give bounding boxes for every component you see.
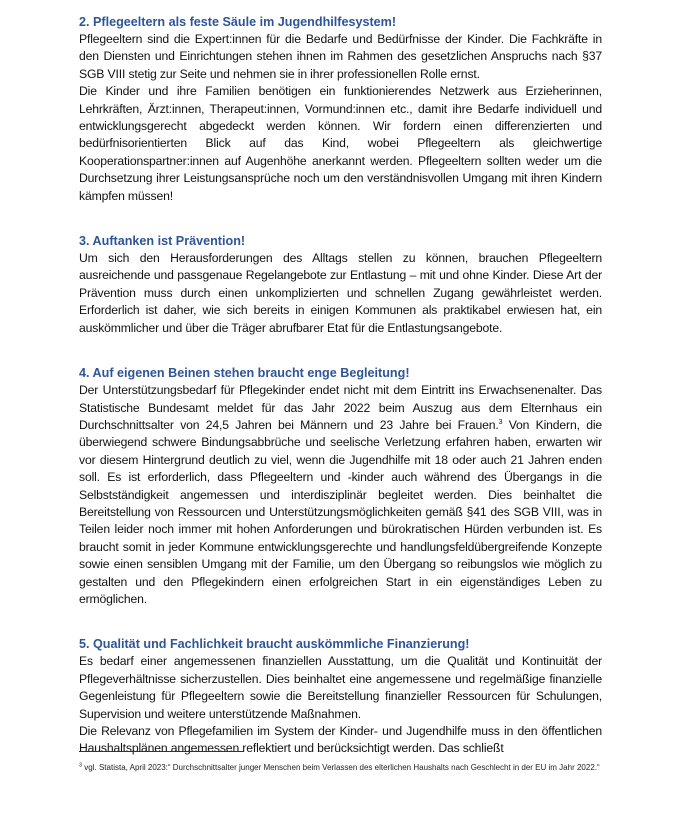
paragraph	[79, 382, 602, 608]
paragraph-text: Von Kindern, die überwiegend schwere Bindungsabbrüche und seelische Verletzung erfahren haben, erwarten wir vor diesem Hintergrund deutlich zu viel, wenn die Jugendhilfe mit 18 oder auch 21 Jahren enden soll. Es ist erforderlich, dass Pflegeeltern und -kinder auch während des Übergangs in die Selbstständigkeit angemessen und interdisziplinär begleitet werden. Dies beinhaltet die Bereitstellung von Ressourcen und Unterstützungsmöglichkeiten gemäß §41 des SGB VIII, was in Teilen leider noch immer mit hohen Anforderungen und bürokratischen Hürden verbunden ist. Es braucht somit in jeder Kommune entwicklungsgerechte und handlungsfeldübergreifende Konzepte sowie einen sensiblen Umgang mit der Familie, um den Übergang so reibungslos wie möglich zu gestalten und den Pflegekindern einen erfolgreichen Start in ein eigenständiges Leben zu ermöglichen.	[79, 417, 603, 606]
paragraph: Die Kinder und ihre Familien benötigen ein funktionierendes Netzwerk aus Erzieherinnen, Lehrkräften, Ärzt:innen, Therapeut:innen, Vormund:innen etc., damit ihre Bedarfe individuell und entwicklungsgerecht abgedeckt werden können. Wir fordern einen differenzierten und bedürfnisorientierten Blick auf das Kind, wobei Pflegeeltern als gleichwertige Kooperationspartner:innen auf Augenhöhe anerkannt werden. Pflegeeltern sollten weder um die Durchsetzung ihrer Leistungsansprüche noch um den verständnisvollen Umgang mit ihren Kindern kämpfen müssen!	[79, 84, 602, 203]
section-4	[79, 365, 602, 608]
section-heading: 5. Qualität und Fachlichkeit braucht auskömmliche Finanzierung!	[79, 637, 470, 652]
footnote	[79, 762, 602, 774]
paragraph: Pflegeeltern sind die Expert:innen für die Bedarfe und Bedürfnisse der Kinder. Die Fachkräfte in den Diensten und Einrichtungen stehen ihnen im Rahmen des gesetzlichen Anspruchs nach §37 SGB VIII stetig zur Seite und nehmen sie in ihrer professionellen Rolle ernst.	[79, 32, 602, 81]
footnote-marker: 3	[79, 762, 83, 769]
section-heading: 3. Auftanken ist Prävention!	[79, 234, 246, 249]
paragraph: Um sich den Herausforderungen des Alltags stellen zu können, brauchen Pflegeeltern ausreichende und passgenaue Regelangebote zur Entlastung – mit und ohne Kinder. Diese Art der Prävention muss durch einen unkomplizierten und schnellen Zugang gewährleistet werden. Erforderlich ist daher, wie sich bereits in einigen Kommunen als praktikabel erwiesen hat, ein auskömmlicher und über die Träger abrufbarer Etat für die Entlastungsangebote.	[79, 251, 602, 335]
section-3	[79, 233, 602, 337]
section-2	[79, 14, 602, 205]
section-5	[79, 636, 602, 757]
paragraph-text: Der Unterstützungsbedarf für Pflegekinder endet nicht mit dem Eintritt ins Erwachsenenalter. Das Statistische Bundesamt meldet für das Jahr 2022 beim Auszug aus dem Elternhaus ein Durchschnittsalter von 24,5 Jahren bei Männern und 23 Jahre bei Frauen.	[79, 383, 602, 432]
paragraph: Die Relevanz von Pflegefamilien im System der Kinder- und Jugendhilfe muss in den öffentlichen Haushaltsplänen angemessen reflektiert und berücksichtigt werden. Das schließt	[79, 724, 602, 756]
section-heading: 2. Pflegeeltern als feste Säule im Jugendhilfesystem!	[79, 15, 397, 29]
paragraph: Es bedarf einer angemessenen finanziellen Ausstattung, um die Qualität und Kontinuität der Pflegeverhältnisse sicherzustellen. Dies beinhaltet eine angemessene und regelmäßige finanzielle Gegenleistung für Pflegeeltern sowie die Bereitstellung finanzieller Ressourcen für Schulungen, Supervision und weitere unterstützende Maßnahmen.	[79, 654, 602, 721]
footnote-separator	[79, 751, 244, 752]
document-page	[79, 14, 602, 758]
footnote-text: vgl. Statista, April 2023:“ Durchschnittsalter junger Menschen beim Verlassen des elterlichen Haushalts nach Geschlecht in der EU im Jahr 2022.“	[82, 763, 600, 772]
footnote-reference[interactable]: 3	[498, 418, 503, 426]
section-heading: 4. Auf eigenen Beinen stehen braucht enge Begleitung!	[79, 366, 410, 381]
